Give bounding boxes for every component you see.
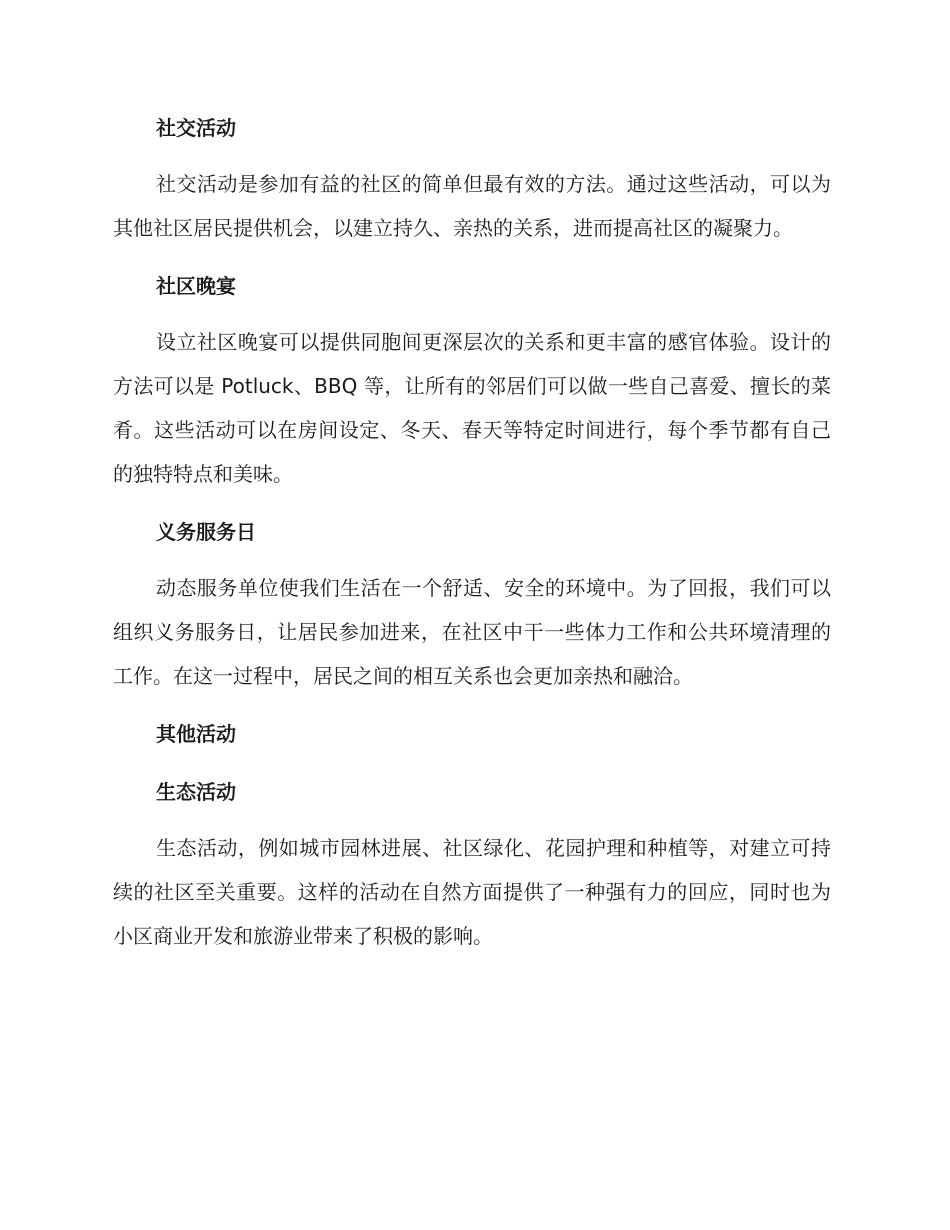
- section-paragraph-service-day: 动态服务单位使我们生活在一个舒适、安全的环境中。为了回报，我们可以组织义务服务日，让居民参加进来，在社区中干一些体力工作和公共环境清理的工作。在这一过程中，居民之间的相互关系也会更加亲热和融洽。: [113, 576, 831, 688]
- section-heading-other: 其他活动: [156, 722, 236, 746]
- section-heading-social: 社交活动: [156, 116, 236, 140]
- section-heading-service-day: 义务服务日: [156, 520, 256, 544]
- document-page: [113, 108, 831, 958]
- section-paragraph-eco: 生态活动，例如城市园林进展、社区绿化、花园护理和种植等，对建立可持续的社区至关重要。这样的活动在自然方面提供了一种强有力的回应，同时也为小区商业开发和旅游业带来了积极的影响。: [113, 836, 831, 948]
- section-heading-eco: 生态活动: [156, 780, 236, 804]
- section-heading-dinner: 社区晚宴: [156, 274, 236, 298]
- section-paragraph-dinner: 设立社区晚宴可以提供同胞间更深层次的关系和更丰富的感官体验。设计的方法可以是 Potluck、BBQ 等，让所有的邻居们可以做一些自己喜爱、擅长的菜肴。这些活动可以在房间设定、冬天、春天等特定时间进行，每个季节都有自己的独特特点和美味。: [113, 330, 831, 486]
- section-paragraph-social: 社交活动是参加有益的社区的简单但最有效的方法。通过这些活动，可以为其他社区居民提供机会，以建立持久、亲热的关系，进而提高社区的凝聚力。: [113, 172, 831, 240]
